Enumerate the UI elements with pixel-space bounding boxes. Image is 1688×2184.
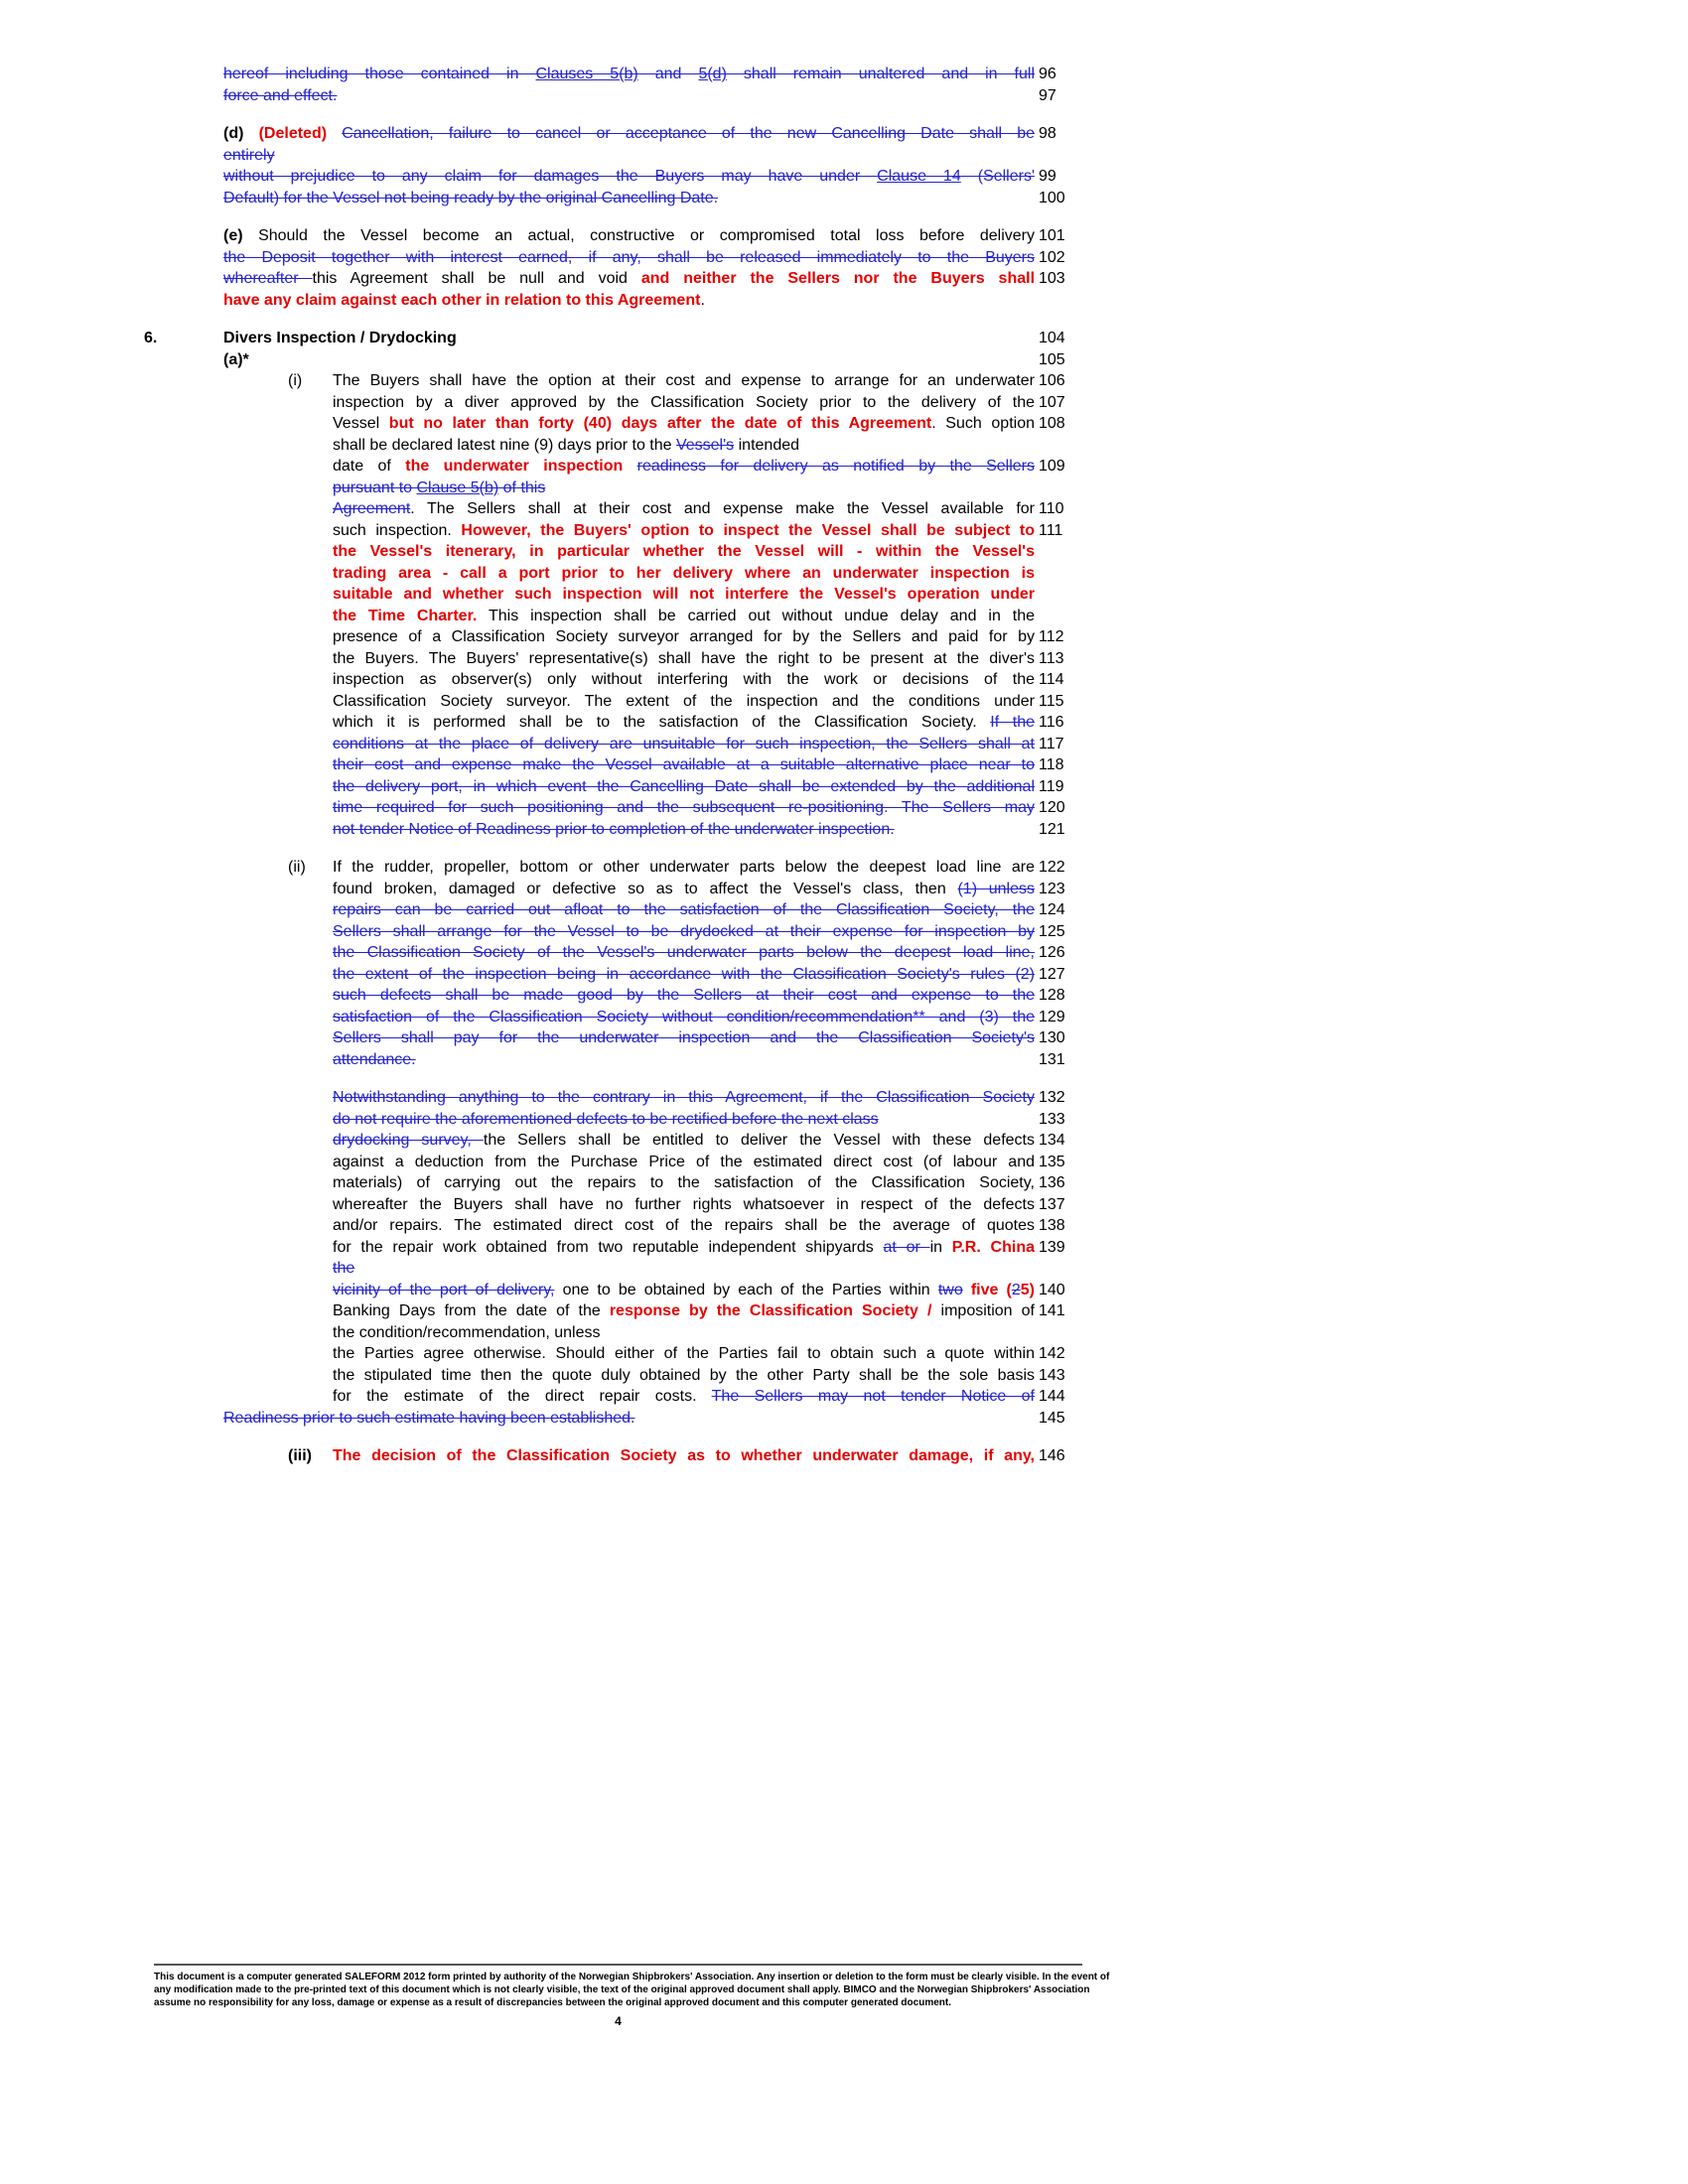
deleted-text: pursuant to xyxy=(333,478,417,496)
inserted-text: the Vessel's itenerary, in particular whether the Vessel will - within the Vessel's xyxy=(333,543,1035,560)
line-number: 101 xyxy=(1039,227,1065,244)
line-text xyxy=(333,1386,1035,1408)
paragraph-gap xyxy=(0,840,1688,857)
doc-line xyxy=(0,1258,1688,1280)
deleted-text: whereafter xyxy=(223,270,313,287)
line-text xyxy=(333,626,1035,648)
deleted-text: attendance. xyxy=(333,1050,416,1068)
line-number: 129 xyxy=(1039,1008,1065,1025)
deleted-text: 2 xyxy=(1011,1281,1021,1298)
doc-line xyxy=(0,1049,1688,1071)
inserted-text: have any claim against each other in relation to this Agreement xyxy=(223,291,701,309)
doc-line xyxy=(0,247,1688,269)
text-run: shall be declared latest nine (9) days prior to the xyxy=(333,436,676,454)
line-text xyxy=(223,166,1035,188)
deleted-text: force and effect. xyxy=(223,86,338,104)
text-run: the condition/recommendation, unless xyxy=(333,1323,601,1341)
paragraph-gap xyxy=(0,106,1688,123)
text-run: the Parties agree otherwise. Should either of the Parties fail to obtain such a quote within xyxy=(333,1345,1035,1362)
inserted-text: but no later than forty (40) days after the date of this Agreement xyxy=(388,415,932,432)
deleted-text: such defects shall be made good by the Sellers at their cost and expense to the xyxy=(333,987,1035,1004)
line-number: 102 xyxy=(1039,248,1065,266)
line-number: 121 xyxy=(1039,820,1065,838)
line-number: 135 xyxy=(1039,1153,1065,1170)
doc-line xyxy=(0,1130,1688,1152)
line-number: 137 xyxy=(1039,1195,1065,1213)
doc-line xyxy=(0,563,1688,585)
line-number: 119 xyxy=(1039,777,1064,795)
line-number: 117 xyxy=(1039,735,1064,752)
text-run: the stipulated time then the quote duly obtained by the other Party shall be the sole basis xyxy=(333,1366,1035,1384)
deleted-clause-reference: Clause 5(b) xyxy=(416,478,499,496)
line-text xyxy=(223,1408,1035,1430)
doc-line xyxy=(0,1300,1688,1322)
deleted-text: at or xyxy=(883,1238,930,1256)
line-number: 105 xyxy=(1039,350,1065,368)
line-text xyxy=(333,1280,1035,1301)
deleted-text: Sellers shall arrange for the Vessel to be drydocked at their expense for inspection by xyxy=(333,922,1035,940)
text-run: presence of a Classification Society surveyor arranged for by the Sellers and paid for by xyxy=(333,628,1035,645)
deleted-text: the delivery port, in which event the Cancelling Date shall be extended by the additional xyxy=(333,777,1035,795)
inserted-text: five xyxy=(962,1281,999,1298)
deleted-text: satisfaction of the Classification Society without condition/recommendation** and (3) the xyxy=(333,1008,1035,1025)
doc-line xyxy=(0,691,1688,713)
deleted-clause-reference: Clause 14 xyxy=(877,168,961,185)
doc-line xyxy=(0,584,1688,606)
doc-line xyxy=(0,370,1688,392)
text-run: inspection as observer(s) only without interfering with the work or decisions of the xyxy=(333,671,1035,688)
line-text xyxy=(223,85,1035,107)
line-text xyxy=(333,669,1035,691)
text-run: . xyxy=(700,291,705,309)
doc-line xyxy=(0,541,1688,563)
line-text xyxy=(333,712,1035,734)
doc-line xyxy=(0,1194,1688,1216)
line-text xyxy=(333,1215,1035,1237)
line-text xyxy=(223,188,1035,209)
line-number: 143 xyxy=(1039,1366,1065,1384)
doc-line xyxy=(0,819,1688,841)
line-number: 116 xyxy=(1039,714,1064,731)
line-text xyxy=(333,819,1035,841)
deleted-text: Notwithstanding anything to the contrary in this Agreement, if the Classification Society xyxy=(333,1089,1035,1106)
doc-line xyxy=(0,734,1688,755)
line-number: 142 xyxy=(1039,1345,1065,1362)
deleted-text: the xyxy=(333,1260,355,1277)
line-text xyxy=(333,1365,1035,1387)
line-text xyxy=(333,541,1035,563)
line-text xyxy=(333,435,1035,457)
text-run: found broken, damaged or defective so as to affect the Vessel's class, then xyxy=(333,880,958,897)
inserted-text: trading area - call a port prior to her delivery where an underwater inspection is xyxy=(333,564,1035,582)
deleted-text: drydocking survey, xyxy=(333,1132,484,1149)
line-number: 99 xyxy=(1039,168,1056,185)
line-number: 138 xyxy=(1039,1217,1065,1234)
inserted-text: ( xyxy=(998,1281,1012,1298)
deleted-text: do not require the aforementioned defects to be rectified before the next class xyxy=(333,1110,879,1128)
doc-line xyxy=(0,520,1688,542)
line-text xyxy=(223,349,1035,371)
text-run: the Buyers. The Buyers' representative(s) shall have the right to be present at the diver's xyxy=(333,649,1035,667)
line-text xyxy=(223,225,1035,247)
line-number: 97 xyxy=(1039,86,1056,104)
doc-line xyxy=(0,413,1688,435)
deleted-text: without prejudice to any claim for damages the Buyers may have under xyxy=(223,168,878,185)
line-text xyxy=(223,247,1035,269)
doc-line xyxy=(0,435,1688,457)
doc-line xyxy=(0,776,1688,798)
line-text xyxy=(333,478,1035,499)
line-text xyxy=(333,1194,1035,1216)
clause-marker: (i) xyxy=(288,372,303,389)
doc-line xyxy=(0,1109,1688,1131)
line-number: 133 xyxy=(1039,1110,1065,1128)
text-run: such inspection. xyxy=(333,521,462,539)
deleted-text: of this xyxy=(498,478,546,496)
text-run: whereafter the Buyers shall have no further rights whatsoever in respect of the defects xyxy=(333,1195,1035,1213)
deleted-clause-reference: 5(d) xyxy=(698,66,727,82)
text-run-bold: (d) xyxy=(223,125,259,142)
line-text xyxy=(223,64,1035,85)
deleted-text: Agreement xyxy=(333,500,411,517)
line-text xyxy=(223,268,1035,290)
deleted-text: Default) for the Vessel not being ready by the original Cancelling Date. xyxy=(223,189,719,206)
doc-line xyxy=(0,1386,1688,1408)
text-run: for the estimate of the direct repair costs. xyxy=(333,1388,712,1405)
line-number: 123 xyxy=(1039,880,1065,897)
line-number: 113 xyxy=(1039,649,1064,667)
line-number: 109 xyxy=(1039,458,1065,475)
line-number: 131 xyxy=(1039,1050,1065,1068)
deleted-text: vicinity of the port of delivery, xyxy=(333,1281,555,1298)
doc-line xyxy=(0,1237,1688,1259)
line-number: 128 xyxy=(1039,987,1065,1004)
paragraph-gap xyxy=(0,1070,1688,1087)
text-run-bold: Divers Inspection / Drydocking xyxy=(223,330,457,346)
inserted-text: P.R. China xyxy=(951,1238,1035,1256)
line-text xyxy=(223,328,1035,349)
line-number: 130 xyxy=(1039,1029,1065,1046)
text-run: Should the Vessel become an actual, constructive or compromised total loss before delivery xyxy=(242,227,1035,244)
line-text xyxy=(333,606,1035,627)
line-text xyxy=(333,1087,1035,1109)
line-number: 124 xyxy=(1039,901,1065,918)
text-run: materials) of carrying out the repairs to the satisfaction of the Classification Society, xyxy=(333,1174,1035,1191)
line-number: 106 xyxy=(1039,372,1065,389)
disclaimer-line-3: assume no responsibility for any loss, damage or expense as a result of discrepancies between the original approved document and this computer generated document. xyxy=(154,1997,951,2008)
line-number: 125 xyxy=(1039,922,1065,940)
document-body xyxy=(0,64,1688,1467)
line-text xyxy=(333,754,1035,776)
text-run: against a deduction from the Purchase Price of the estimated direct cost (of labour and xyxy=(333,1153,1035,1170)
text-run: and/or repairs. The estimated direct cost of the repairs shall be the average of quotes xyxy=(333,1217,1035,1234)
doc-line xyxy=(0,145,1688,167)
inserted-text: However, the Buyers' option to inspect the Vessel shall be subject to xyxy=(461,521,1035,539)
doc-line xyxy=(0,899,1688,921)
text-run: which it is performed shall be to the satisfaction of the Classification Society. xyxy=(333,714,991,731)
line-text xyxy=(333,1445,1035,1467)
line-number: 134 xyxy=(1039,1132,1065,1149)
line-text xyxy=(333,413,1035,435)
doc-line xyxy=(0,1408,1688,1430)
line-number: 103 xyxy=(1039,270,1065,287)
deleted-text: (Sellers' xyxy=(960,168,1035,185)
line-number: 110 xyxy=(1039,500,1064,517)
line-text xyxy=(333,1258,1035,1280)
deleted-text: Readiness prior to such estimate having been established. xyxy=(223,1409,635,1427)
doc-line xyxy=(0,328,1688,349)
doc-line xyxy=(0,123,1688,145)
line-text xyxy=(333,392,1035,414)
line-number: 120 xyxy=(1039,799,1065,816)
line-text xyxy=(333,797,1035,819)
line-text xyxy=(333,734,1035,755)
line-text xyxy=(333,964,1035,986)
doc-line xyxy=(0,1087,1688,1109)
line-text xyxy=(333,1343,1035,1365)
doc-line xyxy=(0,797,1688,819)
line-number: 107 xyxy=(1039,393,1065,411)
doc-line xyxy=(0,857,1688,879)
deleted-text: hereof including those contained in xyxy=(223,66,536,82)
doc-line xyxy=(0,85,1688,107)
doc-line xyxy=(0,1365,1688,1387)
paragraph-gap xyxy=(0,311,1688,328)
doc-line xyxy=(0,1027,1688,1049)
doc-line xyxy=(0,942,1688,964)
inserted-text: the underwater inspection xyxy=(405,458,637,475)
clause-marker: (iii) xyxy=(288,1447,312,1464)
line-text xyxy=(333,648,1035,670)
text-run: in xyxy=(929,1238,952,1256)
text-run: the Sellers shall be entitled to deliver the Vessel with these defects xyxy=(483,1132,1035,1149)
deleted-text: The Sellers may not tender Notice of xyxy=(711,1388,1035,1405)
deleted-text: (1) unless xyxy=(957,880,1036,897)
clause-marker: (ii) xyxy=(288,859,306,876)
line-text xyxy=(333,1300,1035,1322)
doc-line xyxy=(0,712,1688,734)
text-run-bold: (a)* xyxy=(223,350,249,368)
deleted-text: the Deposit together with interest earned, if any, shall be released immediately to the Buyers xyxy=(223,248,1035,266)
line-text xyxy=(333,1322,1035,1344)
line-number: 144 xyxy=(1039,1388,1065,1405)
inserted-text: suitable and whether such inspection will not interfere the Vessel's operation under xyxy=(333,586,1035,603)
line-number: 104 xyxy=(1039,330,1065,346)
deleted-text: their cost and expense make the Vessel available at a suitable alternative place near to xyxy=(333,756,1035,773)
line-number: 132 xyxy=(1039,1089,1065,1106)
doc-line xyxy=(0,392,1688,414)
disclaimer-line-2: any modification made to the pre-printed text of this document which is not clearly visible, the text of the original approved document shall apply. BIMCO and the Norwegian Shipbrokers' Association xyxy=(154,1984,1090,1995)
line-number: 98 xyxy=(1039,125,1056,142)
deleted-text: Cancellation, failure to cancel or acceptance of the new Cancelling Date shall be xyxy=(342,125,1036,142)
line-number: 96 xyxy=(1039,66,1056,82)
doc-line xyxy=(0,349,1688,371)
doc-line xyxy=(0,166,1688,188)
doc-line xyxy=(0,964,1688,986)
deleted-text: the extent of the inspection being in accordance with the Classification Society's rules (2) xyxy=(333,965,1035,983)
deleted-text: time required for such positioning and the subsequent re-positioning. The Sellers may xyxy=(333,799,1035,816)
line-number: 145 xyxy=(1039,1409,1065,1427)
line-number: 146 xyxy=(1039,1447,1065,1464)
footer-disclaimer xyxy=(154,1964,1110,2028)
line-number: 111 xyxy=(1039,521,1063,539)
line-text xyxy=(333,857,1035,879)
inserted-text: and neither the Sellers nor the Buyers shall xyxy=(640,270,1036,287)
line-text xyxy=(333,1007,1035,1028)
line-text xyxy=(333,1130,1035,1152)
doc-line xyxy=(0,1152,1688,1173)
deleted-text: entirely xyxy=(223,146,275,164)
line-text xyxy=(333,1049,1035,1071)
line-text xyxy=(333,498,1035,520)
doc-line xyxy=(0,1280,1688,1301)
text-run: intended xyxy=(734,436,800,454)
line-text xyxy=(333,370,1035,392)
line-number: 118 xyxy=(1039,756,1064,773)
doc-line xyxy=(0,754,1688,776)
line-number: 122 xyxy=(1039,859,1065,876)
line-number: 139 xyxy=(1039,1238,1065,1256)
text-run: one to be obtained by each of the Parties within xyxy=(554,1281,938,1298)
text-run-bold: (e) xyxy=(223,227,243,244)
text-run: Classification Society surveyor. The extent of the inspection and the conditions under xyxy=(333,692,1035,710)
doc-line xyxy=(0,1007,1688,1028)
deleted-text: repairs can be carried out afloat to the satisfaction of the Classification Society, the xyxy=(333,901,1035,918)
line-text xyxy=(223,123,1035,145)
line-number: 112 xyxy=(1039,628,1064,645)
doc-line xyxy=(0,879,1688,900)
text-run: This inspection shall be carried out without undue delay and in the xyxy=(477,607,1035,624)
line-number: 127 xyxy=(1039,965,1065,983)
doc-line xyxy=(0,985,1688,1007)
doc-line xyxy=(0,1445,1688,1467)
text-run: If the rudder, propeller, bottom or other underwater parts below the deepest load line are xyxy=(333,859,1035,876)
inserted-text: (Deleted) xyxy=(258,125,343,142)
deleted-text: and xyxy=(637,66,699,82)
line-text xyxy=(333,879,1035,900)
line-text xyxy=(333,1109,1035,1131)
line-number: 108 xyxy=(1039,415,1065,432)
paragraph-gap xyxy=(0,208,1688,225)
line-number: 100 xyxy=(1039,189,1065,206)
doc-line xyxy=(0,456,1688,478)
deleted-text: readiness for delivery as notified by the Sellers xyxy=(636,458,1036,475)
doc-line xyxy=(0,225,1688,247)
line-text xyxy=(333,776,1035,798)
doc-line xyxy=(0,188,1688,209)
doc-line xyxy=(0,1322,1688,1344)
deleted-text: If the xyxy=(990,714,1035,731)
doc-line xyxy=(0,1215,1688,1237)
line-text xyxy=(333,942,1035,964)
line-text xyxy=(333,691,1035,713)
line-number: 126 xyxy=(1039,944,1065,961)
line-number: 136 xyxy=(1039,1174,1065,1191)
line-text xyxy=(333,1172,1035,1194)
line-number: 114 xyxy=(1039,671,1064,688)
text-run: . The Sellers shall at their cost and expense make the Vessel available for xyxy=(410,500,1035,517)
deleted-text: the Classification Society of the Vessel's underwater parts below the deepest load line, xyxy=(333,944,1035,961)
text-run: date of xyxy=(333,458,406,475)
text-run: . Such option xyxy=(931,415,1035,432)
doc-line xyxy=(0,606,1688,627)
deleted-clause-reference: Clauses 5(b) xyxy=(535,66,638,82)
line-text xyxy=(223,290,1035,312)
inserted-text: response by the Classification Society / xyxy=(609,1302,941,1319)
doc-line xyxy=(0,268,1688,290)
line-text xyxy=(333,584,1035,606)
line-text xyxy=(333,1237,1035,1259)
deleted-text: two xyxy=(937,1281,963,1298)
text-run: imposition of xyxy=(940,1302,1036,1319)
line-text xyxy=(333,1027,1035,1049)
paragraph-gap xyxy=(0,1429,1688,1445)
text-run: for the repair work obtained from two reputable independent shipyards xyxy=(333,1238,884,1256)
line-number: 140 xyxy=(1039,1281,1065,1298)
text-run: this Agreement shall be null and void xyxy=(312,270,641,287)
clause-marker: 6. xyxy=(144,330,158,346)
deleted-text: not tender Notice of Readiness prior to completion of the underwater inspection. xyxy=(333,820,895,838)
inserted-text: The decision of the Classification Society as to whether underwater damage, if any, xyxy=(333,1447,1035,1464)
doc-line xyxy=(0,478,1688,499)
line-text xyxy=(333,563,1035,585)
line-text xyxy=(333,456,1035,478)
line-number: 115 xyxy=(1039,692,1064,710)
doc-line xyxy=(0,921,1688,943)
doc-line xyxy=(0,1343,1688,1365)
line-text xyxy=(333,899,1035,921)
line-text xyxy=(333,921,1035,943)
disclaimer-line-1: This document is a computer generated SALEFORM 2012 form printed by authority of the Norwegian Shipbrokers' Association. Any insertion or deletion to the form must be clearly visible. In the event of xyxy=(154,1972,1110,1982)
deleted-text: Vessel's xyxy=(675,436,735,454)
line-number: 141 xyxy=(1039,1302,1065,1319)
doc-line xyxy=(0,626,1688,648)
deleted-text: shall remain unaltered and in full xyxy=(726,66,1036,82)
doc-line xyxy=(0,64,1688,85)
text-run: Vessel xyxy=(333,415,389,432)
line-text xyxy=(333,1152,1035,1173)
text-run: Banking Days from the date of the xyxy=(333,1302,610,1319)
page-number: 4 xyxy=(615,2014,622,2028)
doc-line xyxy=(0,669,1688,691)
inserted-text: the Time Charter. xyxy=(333,607,478,624)
line-text xyxy=(333,985,1035,1007)
inserted-text: 5) xyxy=(1020,1281,1036,1298)
doc-line xyxy=(0,290,1688,312)
deleted-text: Sellers shall pay for the underwater inspection and the Classification Society's xyxy=(333,1029,1035,1046)
doc-line xyxy=(0,1172,1688,1194)
line-text xyxy=(333,520,1035,542)
text-run: The Buyers shall have the option at their cost and expense to arrange for an underwater xyxy=(333,372,1035,389)
doc-line xyxy=(0,498,1688,520)
doc-line xyxy=(0,648,1688,670)
deleted-text: conditions at the place of delivery are unsuitable for such inspection, the Sellers shall at xyxy=(333,735,1035,752)
line-text xyxy=(223,145,1035,167)
text-run: inspection by a diver approved by the Classification Society prior to the delivery of the xyxy=(333,393,1035,411)
